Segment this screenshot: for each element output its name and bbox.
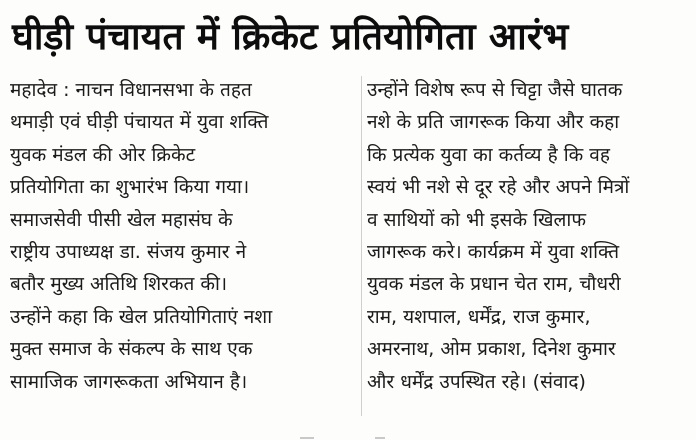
body-text-line: मुक्त समाज के संकल्प के साथ एक xyxy=(10,338,253,361)
body-text-line: व साथियों को भी इसके खिलाफ xyxy=(367,208,587,231)
body-text-line: अमरनाथ, ओम प्रकाश, दिनेश कुमार xyxy=(367,338,616,361)
body-text-line: राष्ट्रीय उपाध्यक्ष डा. संजय कुमार ने xyxy=(10,240,247,263)
body-text-line: बतौर मुख्य अतिथि शिरकत की। xyxy=(10,273,228,296)
body-text-line: युवक मंडल की ओर क्रिकेट xyxy=(10,143,196,166)
body-text-line: राम, यशपाल, धर्मेंद्र, राज कुमार, xyxy=(367,305,591,328)
body-text-line: और धर्मेंद्र उपस्थित रहे। (संवाद) xyxy=(367,370,586,393)
clipping-edge-mark xyxy=(375,437,385,439)
body-text-line: कि प्रत्येक युवा का कर्तव्य है कि वह xyxy=(367,143,610,166)
body-text-line: युवक मंडल के प्रधान चेत राम, चौधरी xyxy=(367,273,621,296)
right-column xyxy=(367,74,689,398)
body-text-line: सामाजिक जागरूकता अभियान है। xyxy=(10,370,248,393)
body-text-line: प्रतियोगिता का शुभारंभ किया गया। xyxy=(10,176,250,199)
left-column xyxy=(10,74,358,398)
body-text-line: उन्होंने विशेष रूप से चिट्टा जैसे घातक xyxy=(367,79,623,101)
body-text-line: जागरूक करे। कार्यक्रम में युवा शक्ति xyxy=(367,240,620,263)
body-text-line: समाजसेवी पीसी खेल महासंघ के xyxy=(10,208,233,231)
column-divider xyxy=(361,76,362,416)
headline: घीड़ी पंचायत में क्रिकेट प्रतियोगिता आरंभ xyxy=(12,15,569,58)
body-text-line: थमाड़ी एवं घीड़ी पंचायत में युवा शक्ति xyxy=(10,111,269,134)
body-text-line: उन्होंने कहा कि खेल प्रतियोगिताएं नशा xyxy=(10,305,273,328)
body-text-line: स्वयं भी नशे से दूर रहे और अपने मित्रों xyxy=(367,176,630,199)
body-text-line: नशे के प्रति जागरूक किया और कहा xyxy=(367,111,620,134)
clipping-edge-mark xyxy=(300,437,314,439)
body-text-line: महादेव : नाचन विधानसभा के तहत xyxy=(10,79,252,101)
